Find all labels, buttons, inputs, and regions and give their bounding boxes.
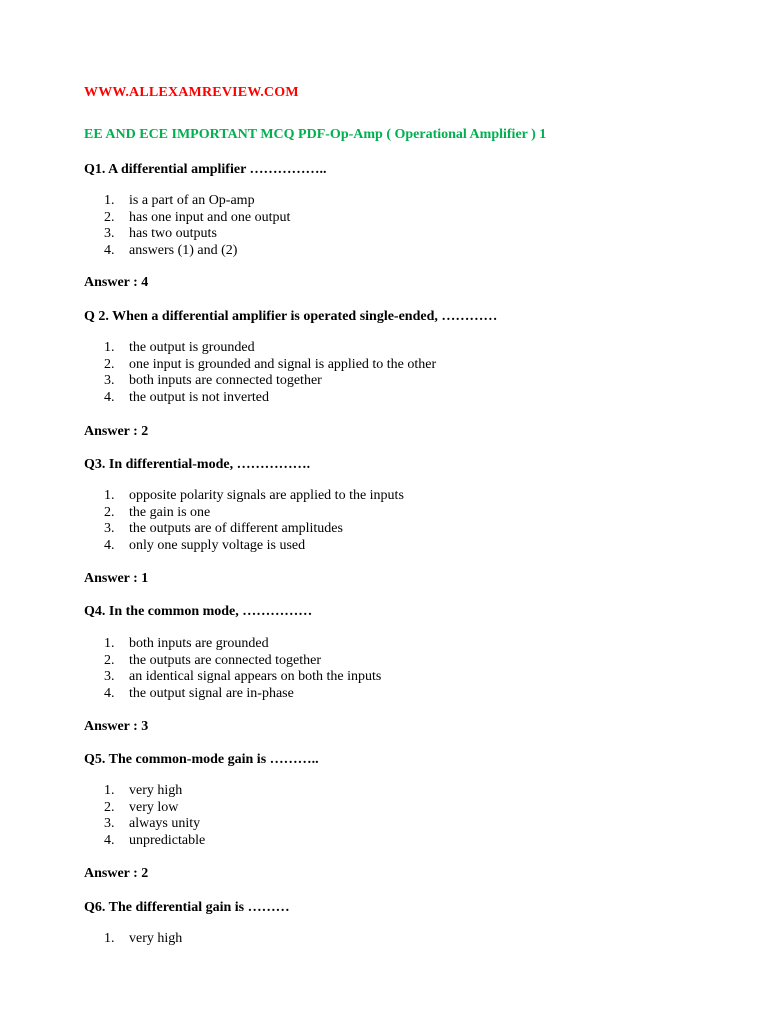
site-url[interactable]: WWW.ALLEXAMREVIEW.COM xyxy=(84,85,299,100)
option-text: answers (1) and (2) xyxy=(129,242,238,258)
option xyxy=(104,669,381,686)
option-number: 3. xyxy=(104,669,115,684)
answer-4: Answer : 3 xyxy=(84,719,149,734)
answer-3: Answer : 1 xyxy=(84,571,149,586)
question-3: Q3. In differential-mode, ……………. xyxy=(84,457,311,472)
option xyxy=(104,340,436,357)
question-5: Q5. The common-mode gain is ……….. xyxy=(84,752,319,767)
option-number: 1. xyxy=(104,193,115,208)
option-number: 4. xyxy=(104,537,115,553)
question-6: Q6. The differential gain is ……… xyxy=(84,900,290,915)
option xyxy=(104,505,404,522)
option-text: the outputs are of different amplitudes xyxy=(129,521,343,536)
option-number: 1. xyxy=(104,488,115,503)
option-text: one input is grounded and signal is applied to the other xyxy=(129,356,437,372)
option-text: an identical signal appears on both the inputs xyxy=(129,669,382,684)
option-number: 3. xyxy=(104,816,115,831)
option-number: 2. xyxy=(104,356,115,372)
answer-2: Answer : 2 xyxy=(84,424,149,439)
option xyxy=(104,931,182,948)
option-text: only one supply voltage is used xyxy=(129,537,306,553)
option-text: has one input and one output xyxy=(129,209,291,225)
option xyxy=(104,226,290,243)
option xyxy=(104,193,290,210)
option-text: both inputs are connected together xyxy=(129,373,322,388)
option-text: has two outputs xyxy=(129,226,217,241)
option-number: 3. xyxy=(104,521,115,536)
option xyxy=(104,373,436,390)
option-text: the gain is one xyxy=(129,504,211,520)
option xyxy=(104,636,381,653)
option xyxy=(104,783,205,800)
option-text: very high xyxy=(129,931,183,946)
option-number: 2. xyxy=(104,799,115,815)
options-4 xyxy=(104,636,381,702)
options-2 xyxy=(104,340,436,406)
option-text: always unity xyxy=(129,816,201,831)
option xyxy=(104,833,205,850)
option-number: 2. xyxy=(104,652,115,668)
option-text: unpredictable xyxy=(129,832,206,848)
options-1 xyxy=(104,193,290,259)
option-text: both inputs are grounded xyxy=(129,636,269,651)
option-text: the outputs are connected together xyxy=(129,652,322,668)
option-number: 1. xyxy=(104,931,115,946)
option-number: 1. xyxy=(104,783,115,798)
option xyxy=(104,210,290,227)
option-number: 1. xyxy=(104,340,115,355)
option-number: 2. xyxy=(104,209,115,225)
option-number: 2. xyxy=(104,504,115,520)
option xyxy=(104,488,404,505)
question-2: Q 2. When a differential amplifier is operated single-ended, ………… xyxy=(84,309,498,324)
question-1: Q1. A differential amplifier …………….. xyxy=(84,162,327,177)
options-6 xyxy=(104,931,182,948)
question-4: Q4. In the common mode, …………… xyxy=(84,604,313,619)
option-number: 3. xyxy=(104,373,115,388)
document-title: EE AND ECE IMPORTANT MCQ PDF-Op-Amp ( Operational Amplifier ) 1 xyxy=(84,127,547,142)
option xyxy=(104,521,404,538)
option xyxy=(104,390,436,407)
option-text: the output is grounded xyxy=(129,340,255,355)
option-text: the output signal are in-phase xyxy=(129,685,294,701)
option-number: 4. xyxy=(104,685,115,701)
option-text: the output is not inverted xyxy=(129,389,269,405)
options-5 xyxy=(104,783,205,849)
option-text: very high xyxy=(129,783,183,798)
options-3 xyxy=(104,488,404,554)
answer-1: Answer : 4 xyxy=(84,275,149,290)
answer-5: Answer : 2 xyxy=(84,866,149,881)
option-number: 4. xyxy=(104,242,115,258)
option xyxy=(104,686,381,703)
option-text: opposite polarity signals are applied to the inputs xyxy=(129,488,404,503)
option-number: 4. xyxy=(104,389,115,405)
option-text: is a part of an Op-amp xyxy=(129,193,255,208)
option xyxy=(104,800,205,817)
option xyxy=(104,816,205,833)
option-number: 1. xyxy=(104,636,115,651)
option-number: 4. xyxy=(104,832,115,848)
option-text: very low xyxy=(129,799,179,815)
option xyxy=(104,538,404,555)
option xyxy=(104,243,290,260)
option xyxy=(104,653,381,670)
option-number: 3. xyxy=(104,226,115,241)
option xyxy=(104,357,436,374)
